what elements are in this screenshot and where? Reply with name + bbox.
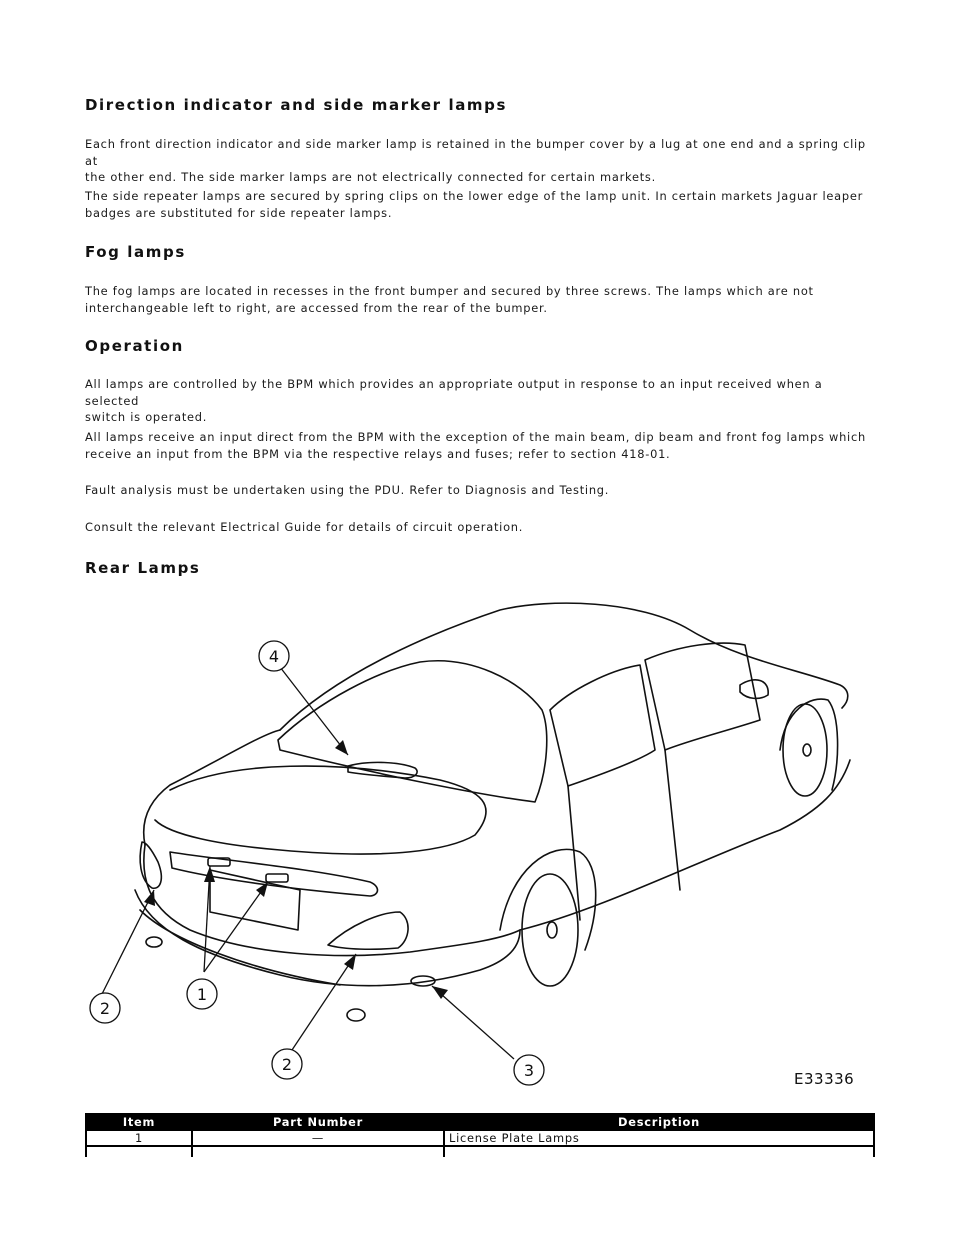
callout-label-2-right: 2: [281, 1055, 293, 1074]
table-header-row: [86, 1113, 874, 1131]
rear-window: [278, 661, 547, 802]
leader-1b: [204, 882, 268, 972]
door-line-front: [665, 750, 680, 890]
leader-3: [432, 986, 514, 1059]
table-row-continuation: [86, 1146, 874, 1157]
figure-id: E33336: [794, 1070, 855, 1088]
section-heading-operation: Operation: [85, 337, 184, 355]
leader-2-right: [292, 954, 356, 1050]
col-header-part-number: Part Number: [192, 1113, 444, 1131]
rear-wheel-hub: [547, 922, 557, 938]
text-line: receive an input from the BPM via the respective relays and fuses; refer to section 418-01.: [85, 446, 671, 461]
direction-paragraph-2: [85, 188, 875, 221]
table-row: [86, 1131, 874, 1146]
operation-paragraph-4: Consult the relevant Electrical Guide for details of circuit operation.: [85, 520, 524, 534]
arrowhead-2-right: [344, 954, 356, 970]
car-roof-outline: [280, 603, 848, 730]
side-window-front: [645, 643, 760, 750]
cell-part-number: —: [192, 1131, 444, 1146]
rear-bumper: [135, 890, 520, 986]
operation-paragraph-1: [85, 376, 875, 426]
exhaust-right: [347, 1009, 365, 1021]
arrowhead-3: [432, 986, 448, 999]
rear-panel: [144, 845, 520, 956]
direction-paragraph-1: [85, 136, 875, 186]
callout-label-3: 3: [523, 1061, 535, 1080]
text-line: The fog lamps are located in recesses in the front bumper and secured by three screws. The lamps which are not: [85, 284, 814, 298]
rear-wheel: [522, 874, 578, 986]
callout-label-1: 1: [196, 985, 208, 1004]
exhaust-left: [146, 937, 162, 947]
side-window-rear: [550, 665, 655, 786]
text-line: interchangeable left to right, are accessed from the rear of the bumper.: [85, 300, 548, 315]
trunk-lid: [155, 766, 486, 854]
rear-lamps-illustration: [80, 590, 880, 1100]
plate-lamp-right: [266, 874, 288, 882]
col-header-item: Item: [86, 1113, 192, 1131]
operation-paragraph-2: [85, 429, 875, 462]
arrowhead-1a: [204, 866, 215, 882]
arrowhead-4: [335, 740, 348, 755]
callout-label-2-left: 2: [99, 999, 111, 1018]
text-line: All lamps receive an input direct from the BPM with the exception of the main beam, dip beam and front fog lamps which: [85, 430, 866, 444]
cell-item: 1: [86, 1131, 192, 1146]
tail-lamp-right: [328, 912, 408, 949]
car-line-drawing: [80, 590, 880, 1100]
leader-4: [280, 667, 348, 755]
front-wheel: [783, 704, 827, 796]
section-heading-fog-lamps: Fog lamps: [85, 243, 186, 261]
text-line: switch is operated.: [85, 410, 208, 424]
front-wheel-hub: [803, 744, 811, 756]
text-line: the other end. The side marker lamps are not electrically connected for certain markets.: [85, 170, 656, 184]
text-line: Each front direction indicator and side marker lamp is retained in the bumper cover by a lug at one end and a spring clip at: [85, 137, 866, 168]
text-line: The side repeater lamps are secured by spring clips on the lower edge of the lamp unit. In certain markets Jaguar leaper: [85, 189, 864, 203]
car-upper-body: [144, 730, 280, 845]
operation-paragraph-3: Fault analysis must be undertaken using the PDU. Refer to Diagnosis and Testing.: [85, 483, 610, 497]
cell-description: License Plate Lamps: [444, 1131, 874, 1146]
parts-table: [85, 1113, 875, 1157]
text-line: badges are substituted for side repeater lamps.: [85, 205, 393, 220]
callout-label-4: 4: [268, 647, 280, 666]
fog-paragraph-1: [85, 283, 875, 316]
text-line: All lamps are controlled by the BPM which provides an appropriate output in response to an input received when a selected: [85, 377, 823, 408]
section-heading-rear-lamps: Rear Lamps: [85, 559, 201, 577]
section-heading-direction-indicator: Direction indicator and side marker lamps: [85, 96, 508, 114]
col-header-description: Description: [444, 1113, 874, 1131]
